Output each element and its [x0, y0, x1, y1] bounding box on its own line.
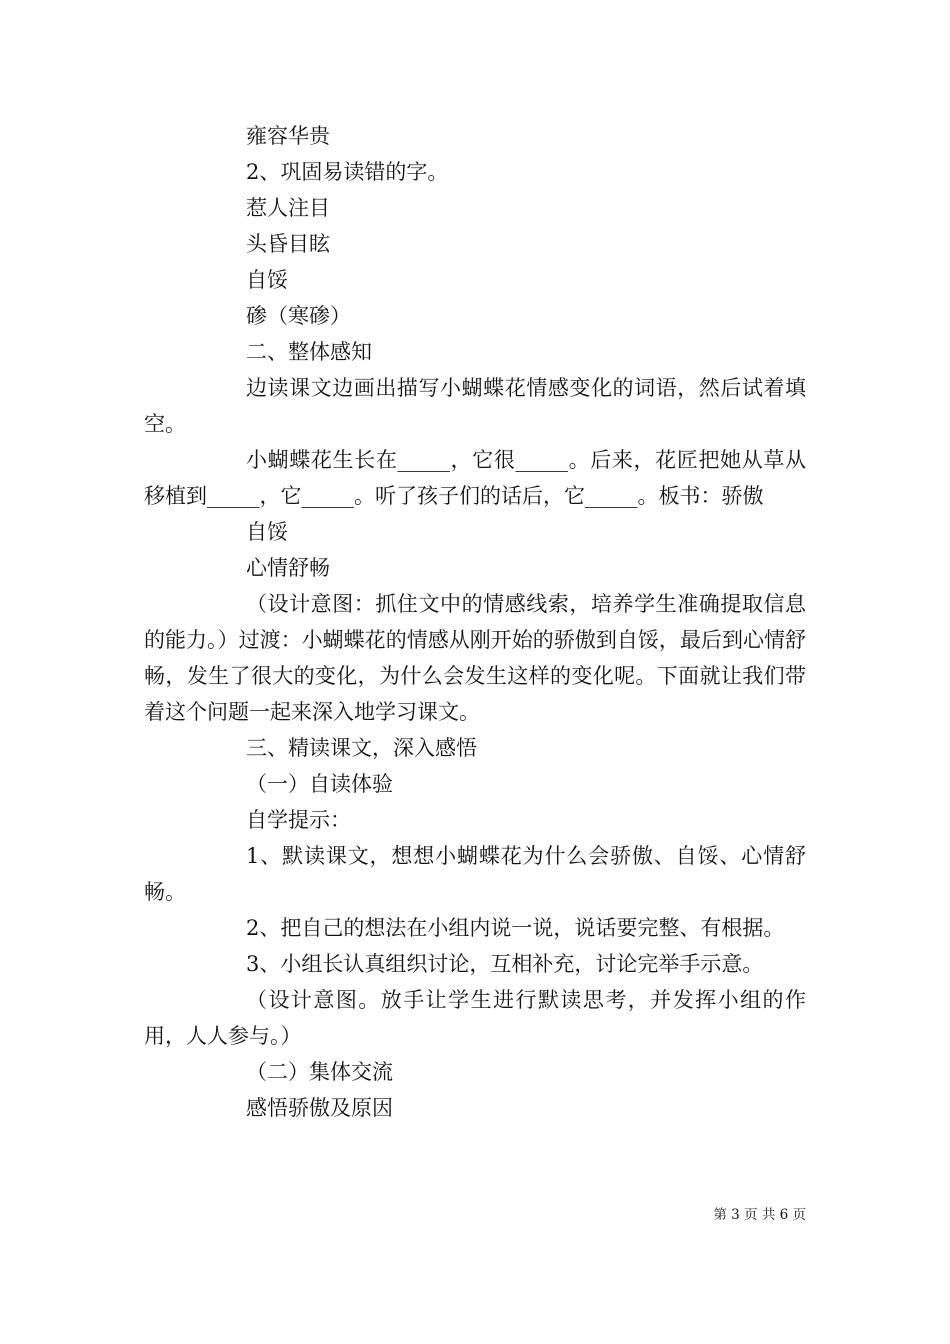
paragraph: 自馁	[246, 268, 288, 292]
paragraph: （设计意图：抓住文中的情感线索，培养学生准确提取信息的能力。）过渡：小蝴蝶花的情感从刚开始的骄傲到自馁，最后到心情舒畅，发生了很大的变化，为什么会发生这样的变化呢。下面就让我们带着这个问题一起来深入地学习课文。	[144, 592, 806, 724]
document-body	[144, 118, 806, 1126]
list-item: 3、小组长认真组织讨论，互相补充，讨论完举手示意。	[246, 952, 764, 976]
paragraph: 小蝴蝶花生长在_____，它很_____。后来，花匠把她从草从移植到_____，它_____。听了孩子们的话后，它_____。板书：骄傲	[144, 448, 806, 508]
section-heading: 二、整体感知	[246, 340, 372, 364]
paragraph: 感悟骄傲及原因	[246, 1096, 393, 1120]
paragraph: 心情舒畅	[246, 556, 330, 580]
list-item: 1、默读课文，想想小蝴蝶花为什么会骄傲、自馁、心情舒畅。	[144, 844, 806, 904]
paragraph: 头昏目眩	[246, 232, 330, 256]
paragraph: 边读课文边画出描写小蝴蝶花情感变化的词语，然后试着填空。	[144, 376, 806, 436]
paragraph: 自馁	[246, 520, 288, 544]
paragraph: 2、巩固易读错的字。	[246, 160, 449, 184]
paragraph: 碜（寒碜）	[246, 304, 351, 328]
paragraph: （设计意图。放手让学生进行默读思考，并发挥小组的作用，人人参与。）	[144, 988, 806, 1048]
paragraph: 自学提示：	[246, 808, 351, 832]
paragraph: 惹人注目	[246, 196, 330, 220]
subsection-heading: （二）集体交流	[246, 1060, 393, 1084]
paragraph: 雍容华贵	[246, 124, 330, 148]
list-item: 2、把自己的想法在小组内说一说，说话要完整、有根据。	[246, 916, 785, 940]
subsection-heading: （一）自读体验	[246, 772, 393, 796]
section-heading: 三、精读课文，深入感悟	[246, 736, 477, 760]
page-number: 第 3 页 共 6 页	[713, 1207, 806, 1223]
